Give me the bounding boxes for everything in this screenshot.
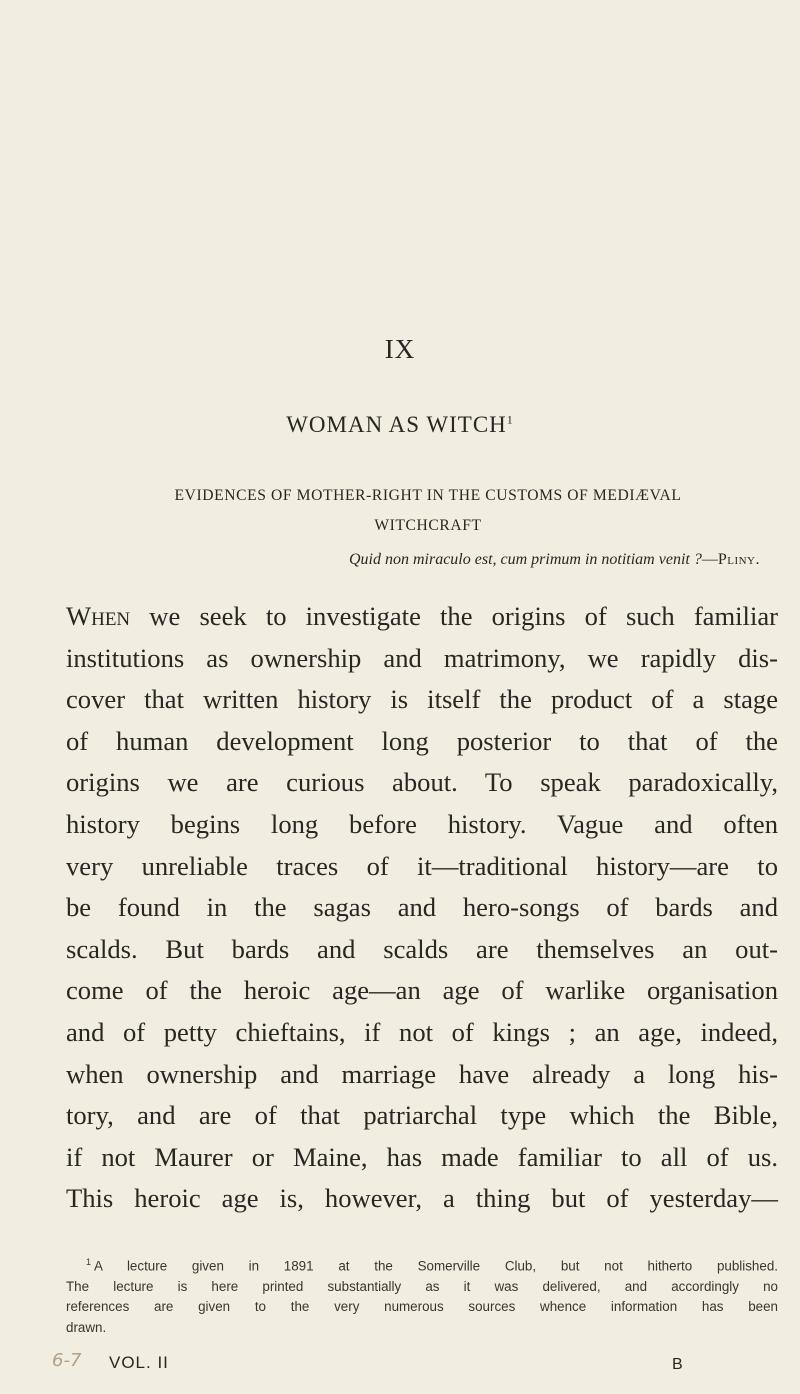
chapter-title [0, 412, 800, 438]
body-line: scalds. But bards and scalds are themselves an out- [66, 933, 778, 964]
subtitle-line-2: WITCHCRAFT [374, 517, 482, 534]
body-paragraph [66, 596, 778, 1220]
footnote [66, 1252, 778, 1338]
body-line: This heroic age is, however, a thing but of yesterday— [66, 1183, 778, 1214]
body-line: cover that written history is itself the product of a stage [66, 684, 778, 715]
footnote-line: references are given to the very numerous sources whence information has been [66, 1299, 778, 1315]
footnote-mark: 1 [86, 1257, 92, 1267]
signature-mark: B [672, 1356, 683, 1373]
body-line: of human development long posterior to that of the [66, 725, 778, 756]
body-line: when ownership and marriage have already a long his- [66, 1058, 778, 1089]
footnote-line: drawn. [66, 1319, 107, 1335]
epigraph-dash: — [701, 551, 718, 568]
body-line: very unreliable traces of it—traditional history—are to [66, 850, 778, 881]
chapter-title-text: WOMAN AS WITCH [286, 412, 507, 437]
footnote-line-text: A lecture given in 1891 at the Somerville Club, but not hitherto published. [94, 1258, 778, 1274]
body-line: be found in the sagas and hero-songs of bards and [66, 892, 778, 923]
body-line: institutions as ownership and matrimony, we rapidly dis- [66, 642, 778, 673]
epigraph [120, 551, 760, 569]
pencil-annotation: 6-7 [52, 1350, 82, 1371]
subtitle-line-1: EVIDENCES OF MOTHER-RIGHT IN THE CUSTOMS OF MEDIÆVAL [174, 487, 682, 504]
epigraph-author: Pliny. [717, 551, 760, 568]
body-line [66, 596, 778, 638]
footnote-line [66, 1252, 778, 1277]
body-line: if not Maurer or Maine, has made familiar to all of us. [66, 1141, 778, 1172]
footnote-reference: 1 [506, 412, 514, 427]
epigraph-quote: Quid non miraculo est, cum primum in notitiam venit ? [348, 551, 702, 568]
chapter-number: IX [384, 334, 416, 364]
body-line: origins we are curious about. To speak paradoxically, [66, 767, 778, 798]
body-line-text: we seek to investigate the origins of such familiar [130, 601, 778, 631]
opening-word: When [66, 601, 131, 631]
body-line: tory, and are of that patriarchal type which the Bible, [66, 1100, 778, 1131]
volume-label: VOL. II [109, 1353, 169, 1372]
chapter-subtitle [76, 481, 780, 541]
body-line: come of the heroic age—an age of warlike organisation [66, 975, 778, 1006]
body-line: history begins long before history. Vague and often [66, 808, 778, 839]
footnote-line: The lecture is here printed substantially as it was delivered, and accordingly no [66, 1278, 778, 1294]
body-line: and of petty chieftains, if not of kings ; an age, indeed, [66, 1016, 778, 1047]
